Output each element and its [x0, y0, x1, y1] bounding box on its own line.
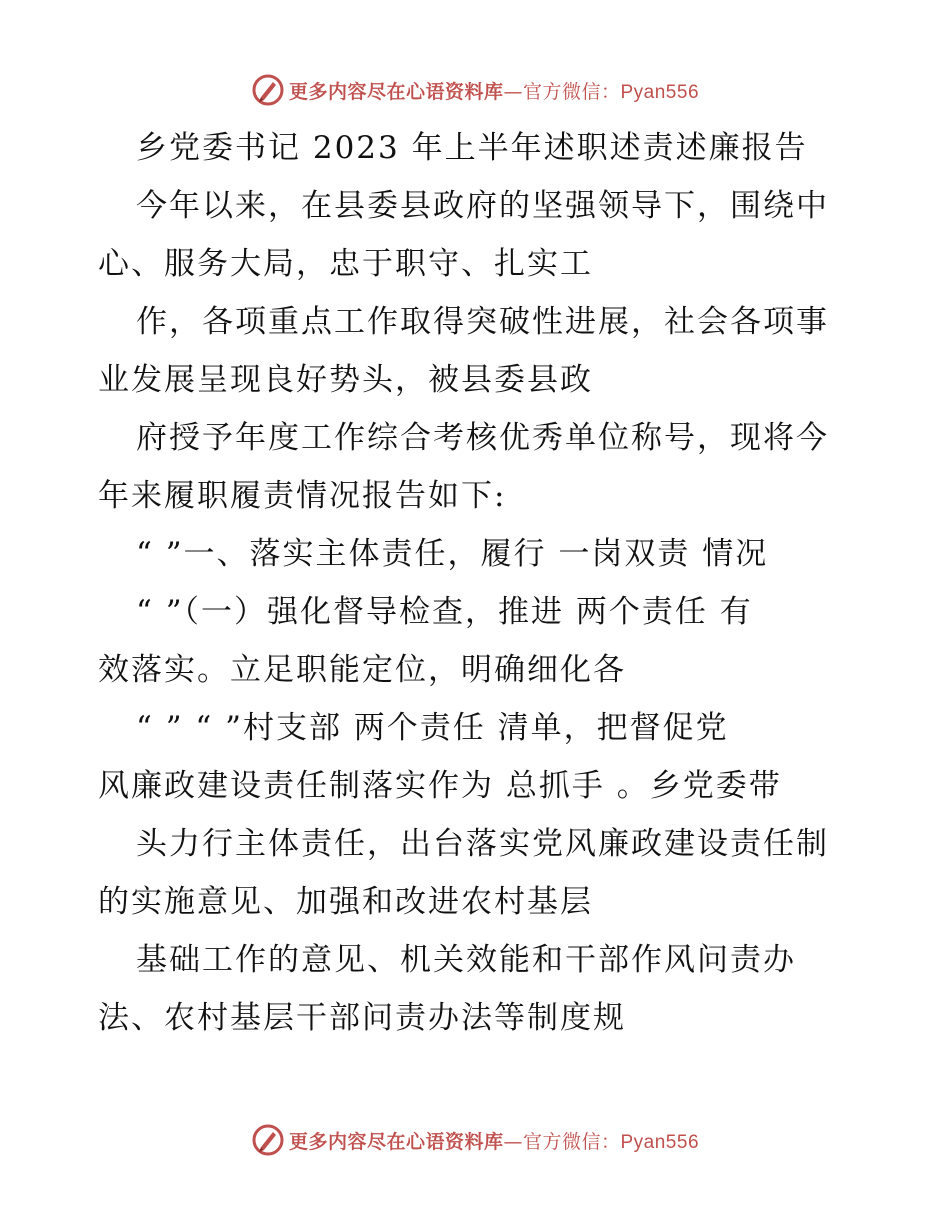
footer-wechat-label: 官方微信：: [522, 1130, 621, 1153]
footer-site-text: 更多内容尽在心语资料库: [288, 1130, 504, 1153]
document-title: 乡党委书记 2023 年上半年述职述责述廉报告: [136, 130, 808, 166]
header-wechat-id: Pyan556: [620, 81, 700, 103]
subsection-heading: “ ”（一）强化督导检查，推进 两个责任 有: [136, 594, 753, 630]
paragraph-line: 心、服务大局，忠于职守、扎实工: [98, 246, 593, 282]
section-heading: “ ”一、落实主体责任，履行 一岗双责 情况: [136, 536, 769, 572]
header-wechat-label: 官方微信：: [522, 80, 621, 103]
paragraph-line: 今年以来，在县委县政府的坚强领导下，围绕中: [136, 188, 829, 224]
footer-separator: —: [503, 1130, 523, 1153]
footer-wechat-id: Pyan556: [620, 1131, 700, 1153]
paragraph-line: 法、农村基层干部问责办法等制度规: [98, 1000, 626, 1036]
header-banner: [0, 70, 950, 110]
footer-banner: [0, 1120, 950, 1160]
paragraph-line: 头力行主体责任，出台落实党风廉政建设责任制: [136, 826, 829, 862]
header-banner-text: [289, 77, 699, 104]
footer-banner-text: [289, 1127, 699, 1154]
paragraph-line: 风廉政建设责任制落实作为 总抓手 。乡党委带: [98, 768, 782, 804]
paragraph-line: 的实施意见、加强和改进农村基层: [98, 884, 593, 920]
pen-logo-icon: [251, 73, 285, 107]
header-separator: —: [503, 80, 523, 103]
paragraph-line: 府授予年度工作综合考核优秀单位称号，现将今: [136, 420, 829, 456]
header-site-text: 更多内容尽在心语资料库: [288, 80, 504, 103]
paragraph-line: 效落实。立足职能定位，明确细化各: [98, 652, 626, 688]
paragraph-line: 基础工作的意见、机关效能和干部作风问责办: [136, 942, 796, 978]
paragraph-line: “ ” “ ”村支部 两个责任 清单，把督促党: [136, 710, 729, 746]
pen-logo-icon: [251, 1123, 285, 1157]
paragraph-line: 作，各项重点工作取得突破性进展，社会各项事: [136, 304, 829, 340]
paragraph-line: 年来履职履责情况报告如下:: [98, 478, 507, 514]
paragraph-line: 业发展呈现良好势头，被县委县政: [98, 362, 593, 398]
